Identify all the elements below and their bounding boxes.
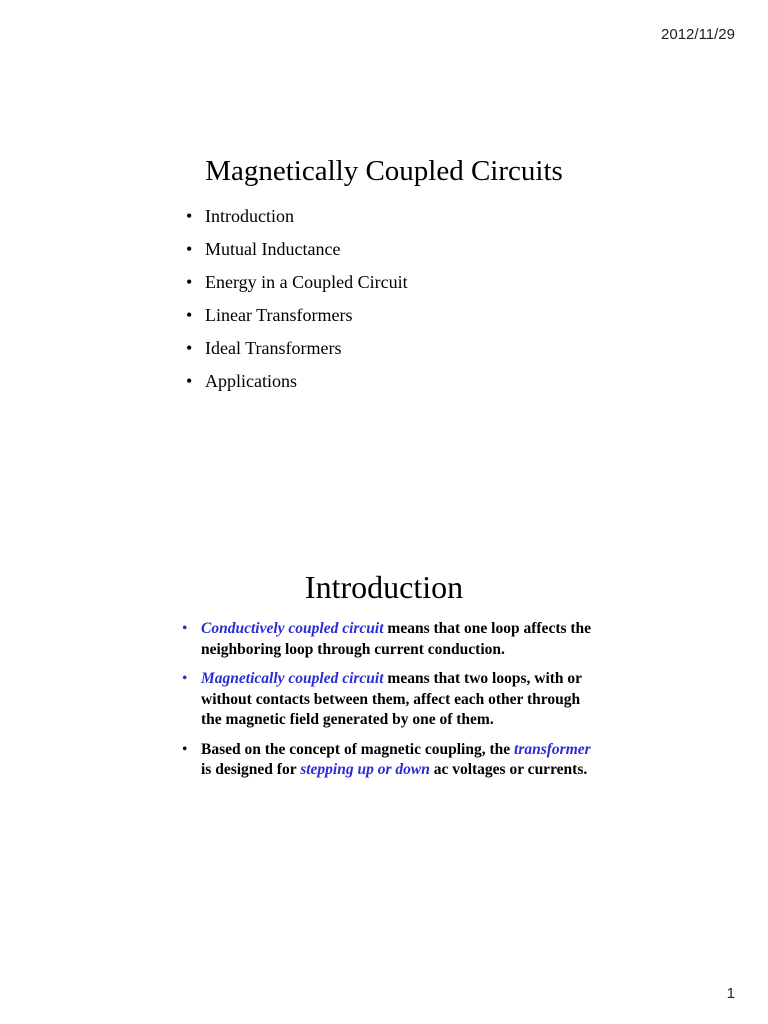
bullet-icon: • (182, 740, 188, 758)
outline-item-label: Introduction (205, 206, 294, 226)
bullet-icon: • (186, 305, 193, 325)
outline-item-label: Ideal Transformers (205, 338, 342, 358)
outline-item-label: Energy in a Coupled Circuit (205, 272, 408, 292)
page-number: 1 (726, 985, 735, 1002)
slide1-title: Magnetically Coupled Circuits (205, 155, 563, 187)
bullet-icon: • (186, 338, 193, 358)
body-text: ac voltages or currents. (429, 761, 588, 778)
outline-item (186, 368, 408, 401)
bullet-icon: • (182, 620, 188, 637)
body-text: is designed for (201, 761, 301, 778)
body-text: Based on the concept of magnetic coupling, the (201, 740, 515, 758)
term-magnetically-coupled: Magnetically coupled circuit (201, 670, 384, 687)
outline-item-label: Mutual Inductance (205, 239, 341, 259)
definition-item (182, 619, 602, 660)
outline-item (186, 335, 408, 368)
term-stepping-up-or-down: stepping up or down (300, 761, 430, 778)
bullet-icon: • (186, 371, 193, 391)
outline-item-label: Applications (205, 371, 297, 391)
definition-text: means that two loops, with or without contacts between them, affect each other through the magnetic field generated by one of them. (201, 670, 582, 728)
slide1-outline-list (186, 203, 408, 401)
term-conductively-coupled: Conductively coupled circuit (201, 620, 384, 637)
definition-text: means that one loop affects the neighboring loop through current conduction. (201, 620, 592, 658)
outline-item (186, 236, 408, 269)
definition-item (182, 669, 602, 731)
bullet-icon: • (182, 670, 188, 687)
outline-item (186, 269, 408, 302)
bullet-icon: • (186, 206, 193, 226)
definition-item (182, 740, 602, 781)
slide2-bullet-list (182, 619, 602, 790)
print-date: 2012/11/29 (661, 26, 735, 43)
bullet-icon: • (186, 239, 193, 259)
outline-item (186, 302, 408, 335)
slide2-title: Introduction (304, 569, 464, 605)
outline-item (186, 203, 408, 236)
bullet-icon: • (186, 272, 193, 292)
outline-item-label: Linear Transformers (205, 305, 353, 325)
term-transformer: transformer (514, 740, 591, 758)
